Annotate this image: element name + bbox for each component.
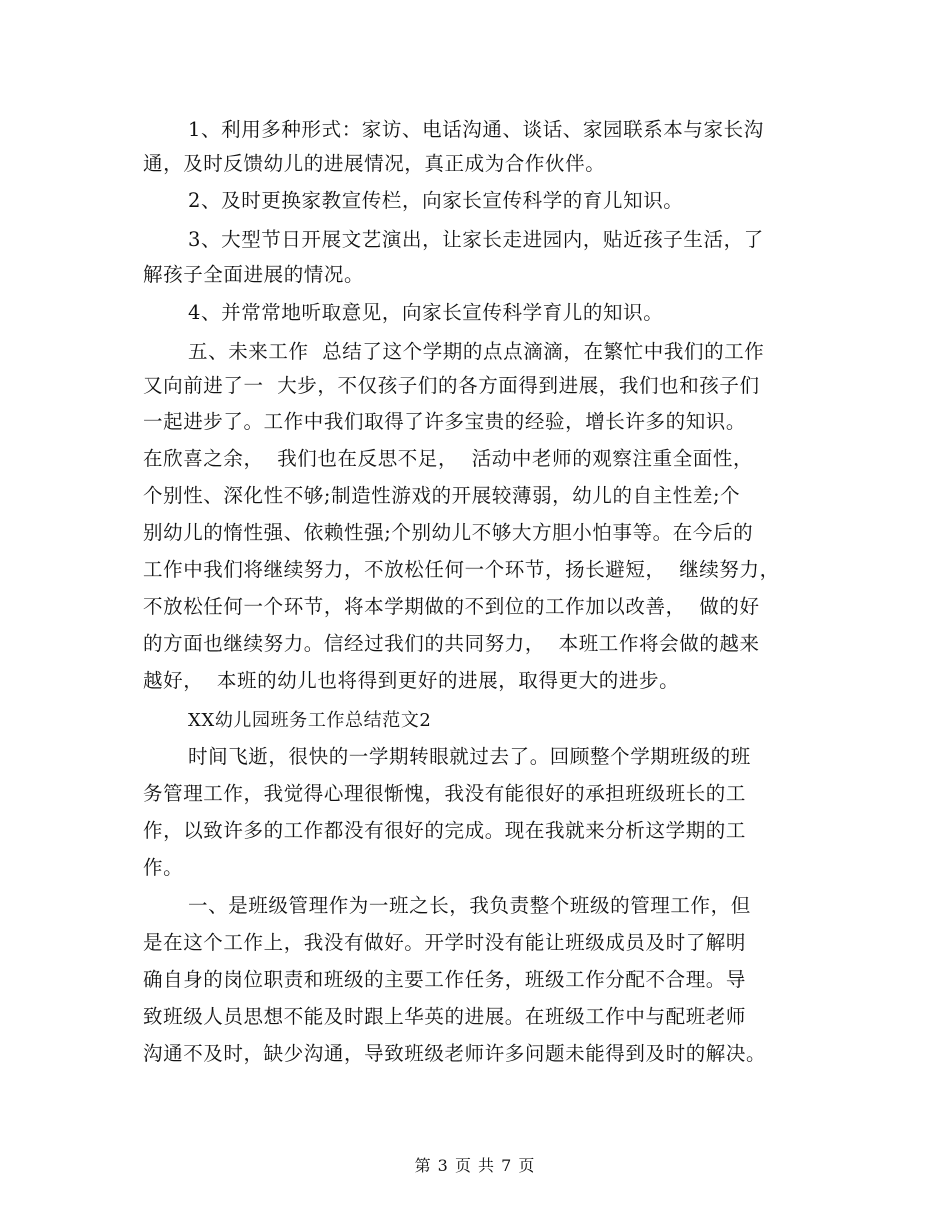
- text-line-9: 一起进步了。工作中我们取得了许多宝贵的经验，增长许多的知识。: [143, 410, 747, 433]
- text-line-23: 是在这个工作上，我没有做好。开学时没有能让班级成员及时了解明: [143, 931, 747, 954]
- text-line-19: 务管理工作，我觉得心理很惭愧，我没有能很好的承担班级班长的工: [143, 782, 747, 805]
- text-line-21: 作。: [143, 856, 184, 879]
- text-line-26: 沟通不及时，缺少沟通，导致班级老师许多问题未能得到及时的解决。: [143, 1042, 767, 1065]
- text-line-2: 通，及时反馈幼儿的进展情况，真正成为合作伙伴。: [143, 152, 606, 175]
- text-line-3: 2、及时更换家教宣传栏，向家长宣传科学的育儿知识。: [188, 189, 684, 212]
- page-number-footer: 第 3 页 共 7 页: [414, 1156, 536, 1175]
- text-line-15: 的方面也继续努力。信经过我们的共同努力， 本班工作将会做的越来: [143, 632, 760, 655]
- text-line-4: 3、大型节日开展文艺演出，让家长走进园内，贴近孩子生活，了: [188, 228, 764, 251]
- text-line-1: 1、利用多种形式：家访、电话沟通、谈话、家园联系本与家长沟: [188, 118, 764, 141]
- text-line-25: 致班级人员思想不能及时跟上华英的进展。在班级工作中与配班老师: [143, 1005, 747, 1028]
- text-line-10: 在欣喜之余， 我们也在反思不足， 活动中老师的观察注重全面性，: [143, 447, 754, 470]
- text-line-6: 4、并常常地听取意见，向家长宣传科学育儿的知识。: [188, 301, 664, 324]
- text-line-18: 时间飞逝，很快的一学期转眼就过去了。回顾整个学期班级的班: [188, 745, 751, 768]
- text-line-5: 解孩子全面进展的情况。: [143, 263, 365, 286]
- text-line-16: 越好， 本班的幼儿也将得到更好的进展，取得更大的进步。: [143, 669, 680, 692]
- text-line-12: 别幼儿的惰性强、依赖性强;个别幼儿不够大方胆小怕事等。在今后的: [143, 521, 754, 544]
- text-line-11: 个别性、深化性不够;制造性游戏的开展较薄弱，幼儿的自主性差;个: [143, 484, 741, 507]
- section-heading: XX幼儿园班务工作总结范文2: [188, 710, 432, 731]
- text-line-24: 确自身的岗位职责和班级的主要工作任务，班级工作分配不合理。导: [143, 968, 747, 991]
- text-line-8: 又向前进了一 大步，不仅孩子们的各方面得到进展，我们也和孩子们: [143, 374, 760, 397]
- text-line-13: 工作中我们将继续努力，不放松任何一个环节，扬长避短， 继续努力，: [143, 558, 780, 581]
- text-line-14: 不放松任何一个环节，将本学期做的不到位的工作加以改善， 做的好: [143, 595, 760, 618]
- text-line-22: 一、是班级管理作为一班之长，我负责整个班级的管理工作，但: [188, 894, 751, 917]
- text-line-7: 五、未来工作 总结了这个学期的点点滴滴，在繁忙中我们的工作: [188, 340, 765, 363]
- text-line-20: 作，以致许多的工作都没有很好的完成。现在我就来分析这学期的工: [143, 819, 747, 842]
